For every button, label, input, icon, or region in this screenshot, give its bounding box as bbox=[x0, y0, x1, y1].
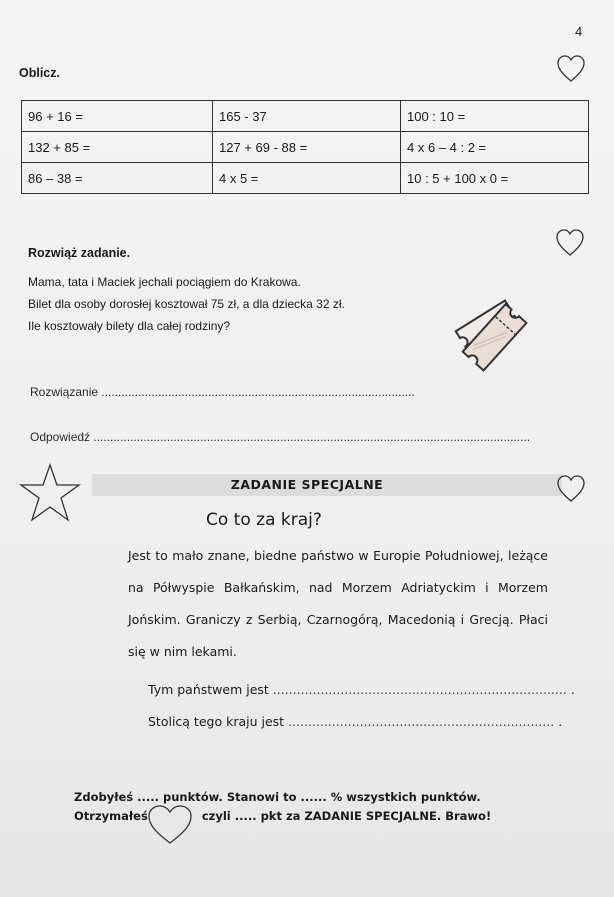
answer-dots: ................................................................................................................................... bbox=[93, 430, 531, 444]
table-cell: 86 – 38 = bbox=[22, 163, 213, 194]
table-cell: 4 x 6 – 4 : 2 = bbox=[401, 132, 589, 163]
fill-country-dots: .......................................................................... bbox=[272, 682, 567, 697]
heart-icon bbox=[556, 54, 586, 84]
answer-line bbox=[30, 430, 530, 444]
special-question: Co to za kraj? bbox=[206, 510, 322, 530]
heart-icon bbox=[146, 804, 194, 846]
table-cell: 127 + 69 - 88 = bbox=[213, 132, 401, 163]
summary-line-2 bbox=[74, 809, 491, 823]
special-title: ZADANIE SPECJALNE bbox=[230, 477, 384, 492]
table-cell: 132 + 85 = bbox=[22, 132, 213, 163]
fill-country-end: . bbox=[570, 682, 575, 697]
table-cell: 165 - 37 bbox=[213, 101, 401, 132]
solution-line bbox=[30, 385, 415, 399]
fill-capital-label: Stolicą tego kraju jest bbox=[148, 714, 285, 729]
table-row bbox=[22, 101, 589, 132]
fill-capital bbox=[148, 714, 562, 729]
fill-capital-end: . bbox=[558, 714, 563, 729]
section-title-problem: Rozwiąż zadanie. bbox=[28, 246, 131, 260]
fill-capital-dots: ................................................................... bbox=[288, 714, 555, 729]
section-title-calc: Oblicz. bbox=[19, 66, 60, 80]
star-icon bbox=[17, 462, 83, 524]
summary-line-1: Zdobyłeś ..... punktów. Stanowi to ...... % wszystkich punktów. bbox=[74, 790, 481, 804]
summary-points: czyli ..... pkt za ZADANIE SPECJALNE. Brawo! bbox=[201, 809, 492, 823]
table-row bbox=[22, 132, 589, 163]
problem-line: Mama, tata i Maciek jechali pociągiem do Krakowa. bbox=[28, 275, 301, 289]
solution-label: Rozwiązanie bbox=[30, 385, 99, 399]
calculation-table bbox=[21, 100, 589, 194]
problem-line: Bilet dla osoby dorosłej kosztował 75 zł, a dla dziecka 32 zł. bbox=[28, 297, 345, 311]
heart-icon bbox=[555, 228, 585, 258]
fill-country bbox=[148, 682, 575, 697]
table-cell: 4 x 5 = bbox=[213, 163, 401, 194]
tickets-icon bbox=[440, 280, 550, 375]
table-cell: 100 : 10 = bbox=[401, 101, 589, 132]
summary-received: Otrzymałeś bbox=[74, 809, 148, 823]
table-row bbox=[22, 163, 589, 194]
answer-label: Odpowiedź bbox=[30, 430, 91, 444]
table-cell: 96 + 16 = bbox=[22, 101, 213, 132]
page-number: 4 bbox=[575, 24, 583, 39]
problem-line: Ile kosztowały bilety dla całej rodziny? bbox=[28, 319, 231, 333]
solution-dots: .............................................................................................. bbox=[101, 385, 415, 399]
special-text: Jest to mało znane, biedne państwo w Europie Południowej, leżące na Półwyspie Bałkańskim, nad Morzem Adriatyckim i Morzem Jońskim. Graniczy z Serbią, Czarnogórą, Macedonią i Grecją. Płaci się w nim lekami. bbox=[128, 548, 548, 659]
fill-country-label: Tym państwem jest bbox=[148, 682, 269, 697]
table-cell: 10 : 5 + 100 x 0 = bbox=[401, 163, 589, 194]
